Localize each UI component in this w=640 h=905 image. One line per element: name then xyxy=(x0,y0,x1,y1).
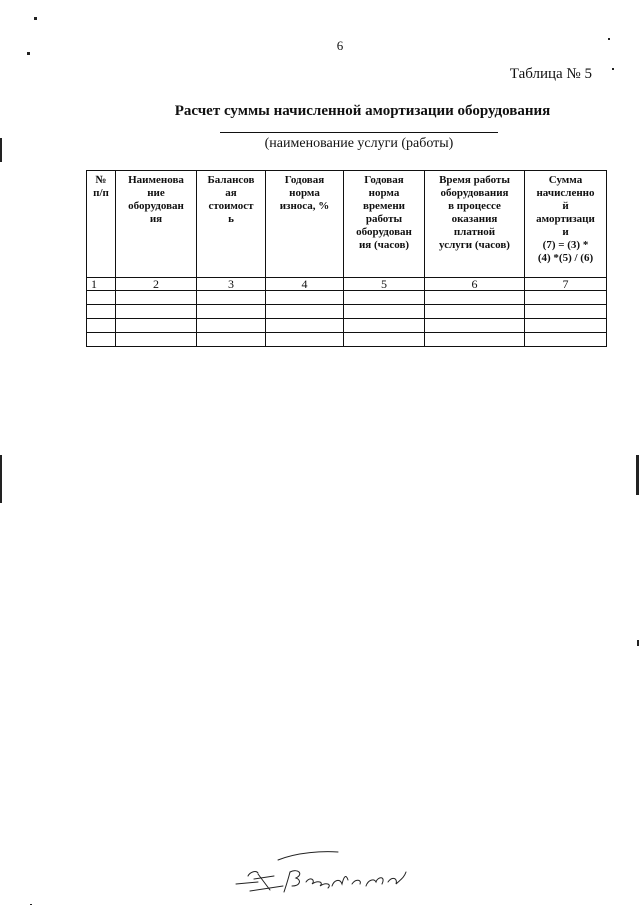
scan-mark xyxy=(608,38,610,40)
empty-table-cell xyxy=(525,333,607,347)
scan-mark xyxy=(637,640,639,646)
document-title: Расчет суммы начисленной амортизации оборудования xyxy=(174,103,551,119)
column-number-row xyxy=(87,278,607,291)
empty-table-cell xyxy=(525,305,607,319)
empty-table-cell xyxy=(116,305,197,319)
amortization-table xyxy=(86,170,607,347)
empty-table-row xyxy=(87,319,607,333)
header-cell-annual-hours: Годовая норма времени работы оборудован ия (часов) xyxy=(344,171,425,278)
empty-table-row xyxy=(87,291,607,305)
empty-table-cell xyxy=(525,319,607,333)
column-number: 2 xyxy=(116,278,197,291)
empty-table-cell xyxy=(197,291,266,305)
empty-table-cell xyxy=(87,319,116,333)
column-number: 5 xyxy=(344,278,425,291)
signature xyxy=(228,846,428,896)
scan-edge-mark xyxy=(0,455,2,503)
empty-table-cell xyxy=(87,333,116,347)
empty-table-cell xyxy=(87,305,116,319)
header-cell-depreciation-rate: Годовая норма износа, % xyxy=(266,171,344,278)
empty-table-cell xyxy=(197,333,266,347)
header-cell-book-value: Балансов ая стоимост ь xyxy=(197,171,266,278)
header-cell-amortization-sum: Сумма начисленно й амортизаци и (7) = (3) * (4) *(5) / (6) xyxy=(525,171,607,278)
header-cell-number: № п/п xyxy=(87,171,116,278)
scan-mark xyxy=(612,68,614,70)
empty-table-cell xyxy=(266,305,344,319)
empty-table-cell xyxy=(344,333,425,347)
empty-table-cell xyxy=(425,305,525,319)
empty-table-cell xyxy=(266,319,344,333)
empty-table-cell xyxy=(525,291,607,305)
empty-table-cell xyxy=(425,319,525,333)
empty-table-cell xyxy=(266,291,344,305)
empty-table-cell xyxy=(197,305,266,319)
column-number: 6 xyxy=(425,278,525,291)
empty-table-cell xyxy=(116,291,197,305)
column-number: 4 xyxy=(266,278,344,291)
empty-table-cell xyxy=(116,333,197,347)
header-cell-service-hours: Время работы оборудования в процессе оказания платной услуги (часов) xyxy=(425,171,525,278)
header-cell-equipment-name: Наименова ние оборудован ия xyxy=(116,171,197,278)
empty-table-cell xyxy=(344,305,425,319)
service-name-caption: (наименование услуги (работы) xyxy=(264,136,454,151)
empty-table-cell xyxy=(425,291,525,305)
header-row xyxy=(87,171,607,278)
service-name-line xyxy=(220,132,498,133)
scan-mark xyxy=(27,52,30,55)
scan-edge-mark xyxy=(636,455,639,495)
empty-table-cell xyxy=(266,333,344,347)
page-number: 6 xyxy=(336,38,344,53)
empty-table-row xyxy=(87,333,607,347)
scan-edge-mark xyxy=(0,138,2,162)
empty-table-cell xyxy=(116,319,197,333)
scan-mark xyxy=(34,17,37,20)
column-number: 3 xyxy=(197,278,266,291)
empty-table-cell xyxy=(344,291,425,305)
table-label: Таблица № 5 xyxy=(509,66,592,82)
empty-table-cell xyxy=(197,319,266,333)
empty-table-row xyxy=(87,305,607,319)
column-number: 1 xyxy=(87,278,116,291)
empty-table-cell xyxy=(87,291,116,305)
empty-table-cell xyxy=(425,333,525,347)
column-number: 7 xyxy=(525,278,607,291)
empty-table-cell xyxy=(344,319,425,333)
